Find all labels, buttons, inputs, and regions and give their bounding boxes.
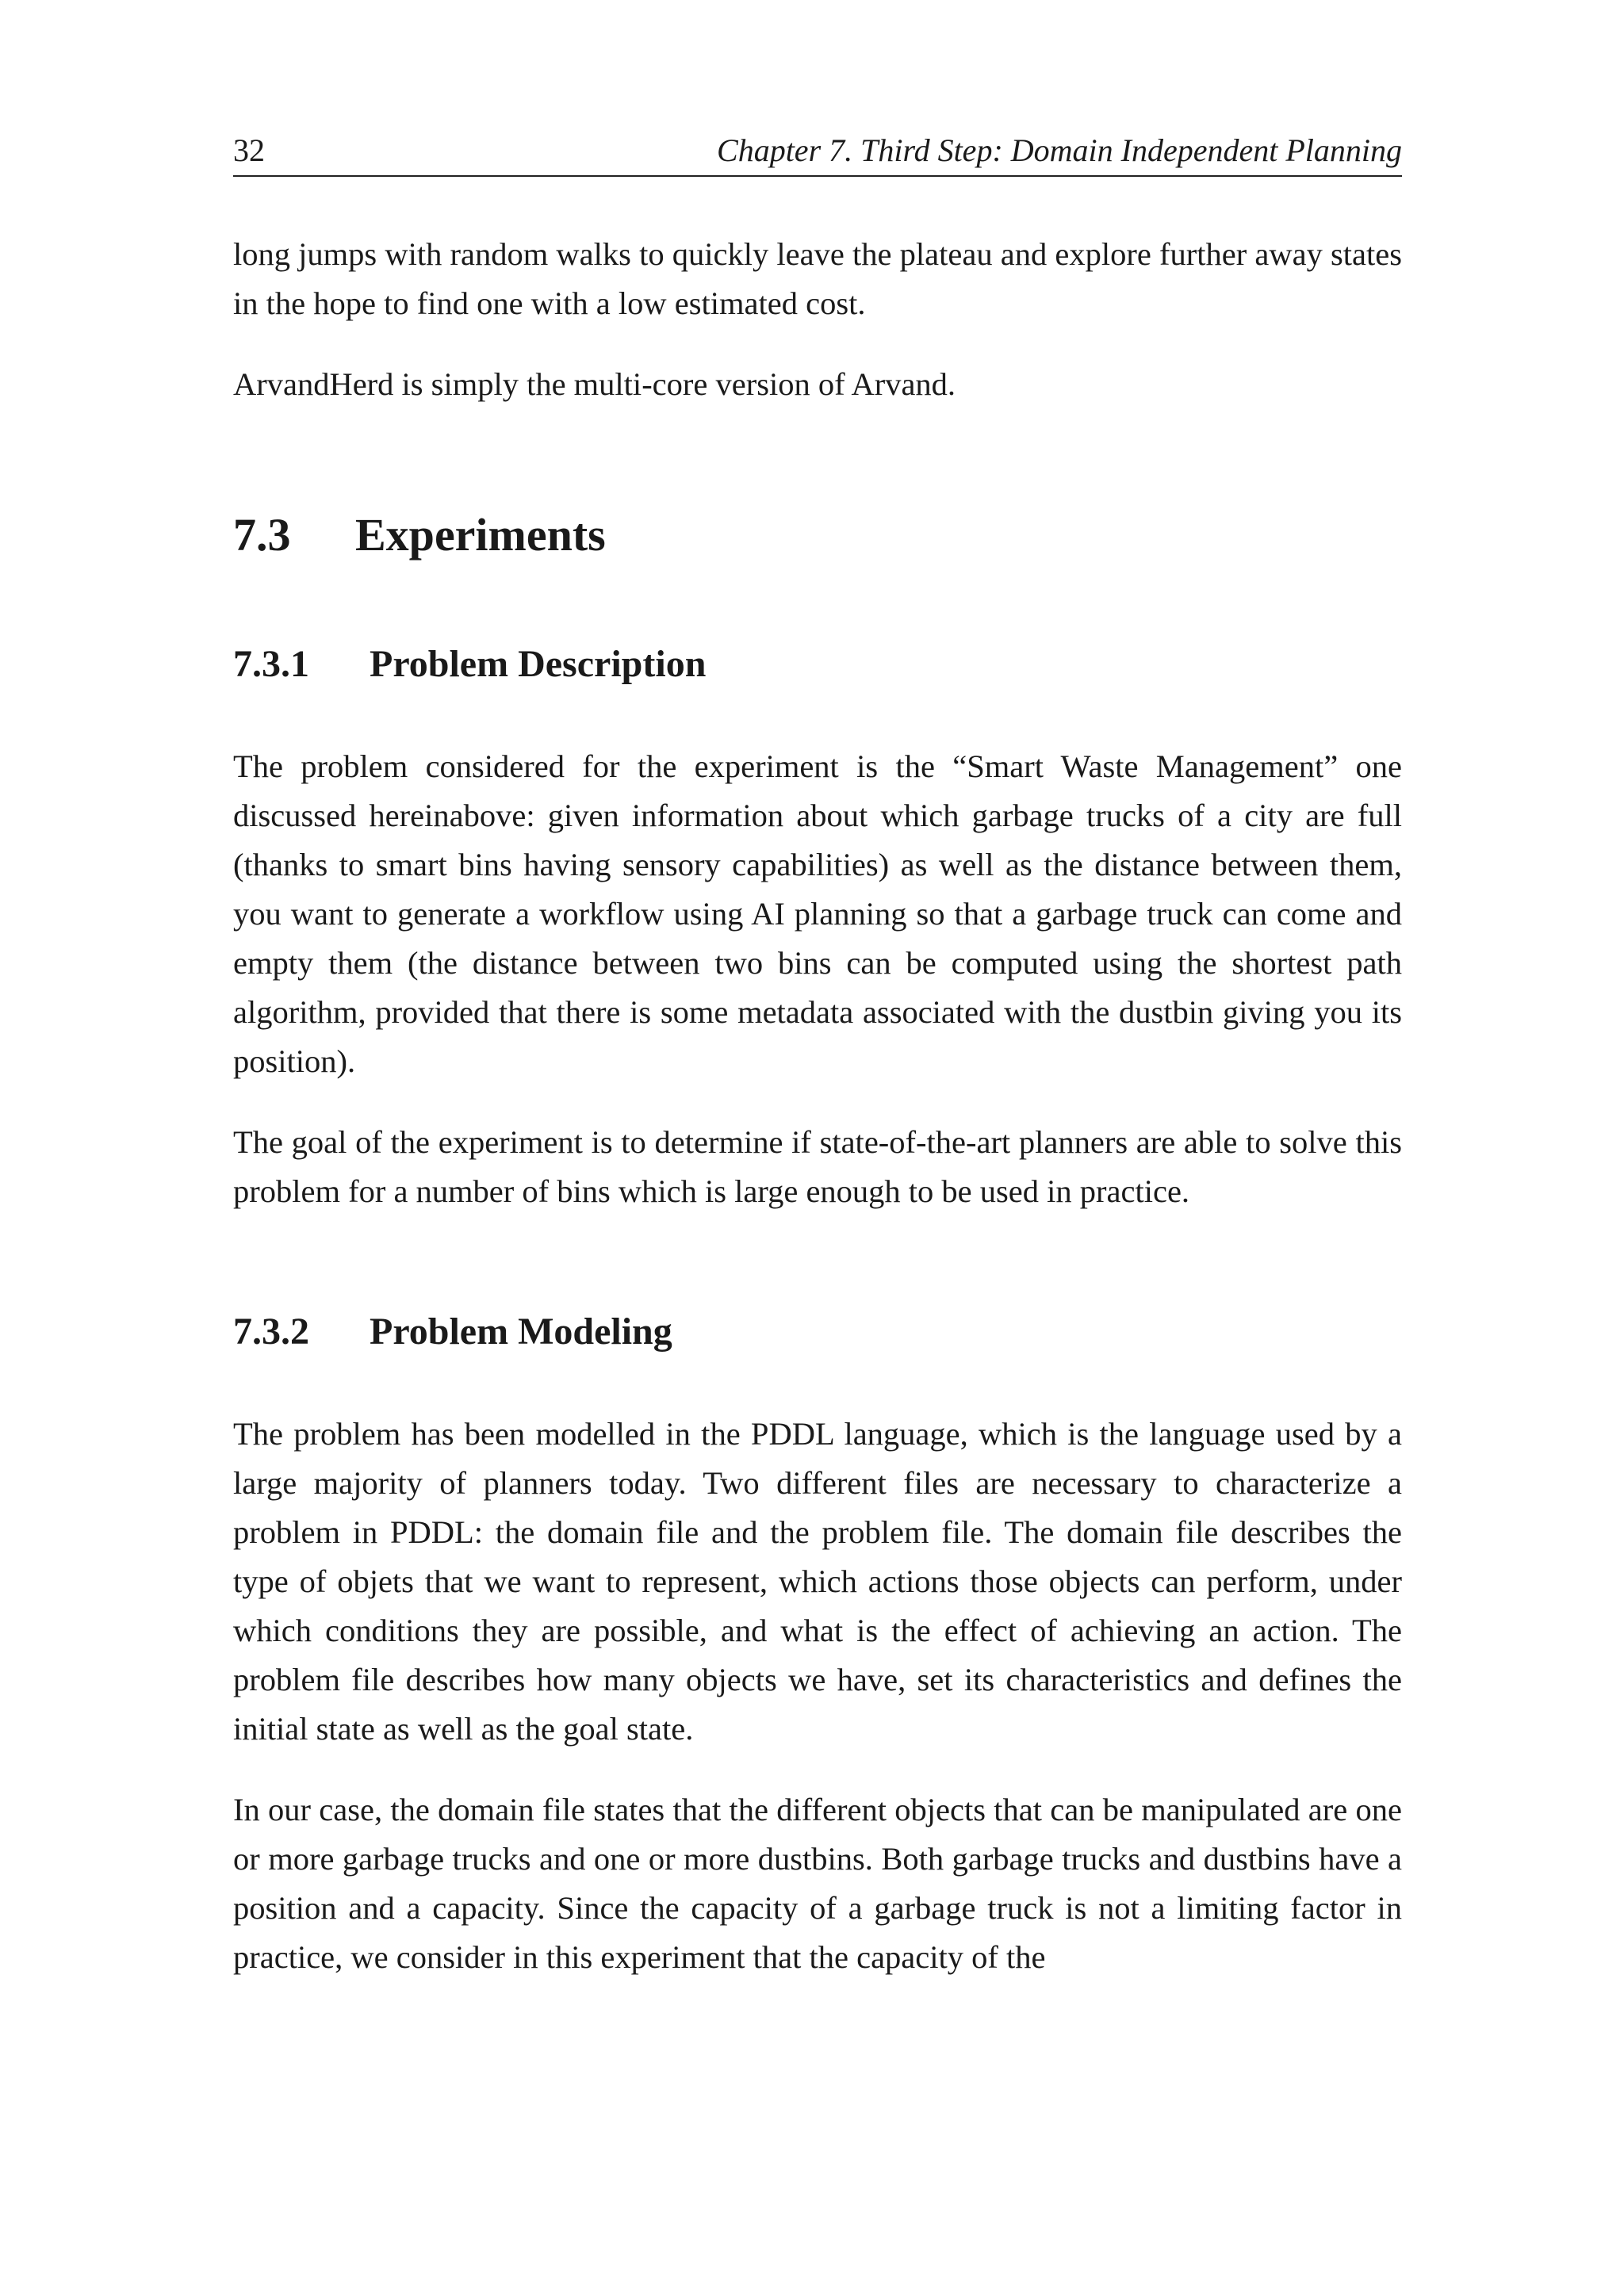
paragraph-problem-modeling-1: The problem has been modelled in the PDDL language, which is the language used by a large majority of planners today. Two different files are necessary to characterize a problem in PDDL: the domain file and the problem file. The domain file describes the type of objets that we want to represent, which actions those objects can perform, under which conditions they are possible, and what is the effect of achieving an action. The problem file describes how many objects we have, set its characteristics and defines the initial state as well as the goal state. bbox=[233, 1416, 1402, 1747]
section-title: Experiments bbox=[355, 509, 606, 561]
page-number: 32 bbox=[233, 132, 265, 168]
chapter-title: Chapter 7. Third Step: Domain Independent Planning bbox=[717, 132, 1402, 168]
section-number: 7.3 bbox=[233, 509, 291, 561]
paragraph-intro-1: long jumps with random walks to quickly leave the plateau and explore further away states in the hope to find one with a low estimated cost. bbox=[233, 236, 1402, 321]
paragraph-problem-description-1: The problem considered for the experiment is the “Smart Waste Management” one discussed hereinabove: given information about which garbage trucks of a city are full (thanks to smart bins having sensory capabilities) as well as the distance between them, you want to generate a workflow using AI planning so that a garbage truck can come and empty them (the distance between two bins can be computed using the shortest path algorithm, provided that there is some metadata associated with the dustbin giving you its position). bbox=[233, 748, 1402, 1079]
subsection-number: 7.3.2 bbox=[233, 1311, 309, 1353]
subsection-title: Problem Description bbox=[370, 643, 707, 685]
paragraph-problem-modeling-2: In our case, the domain file states that the different objects that can be manipulated are one or more garbage trucks and one or more dustbins. Both garbage trucks and dustbins have a position and a capacity. Since the capacity of a garbage truck is not a limiting factor in practice, we consider in this experiment that the capacity of the bbox=[233, 1792, 1402, 1975]
running-header bbox=[233, 131, 1402, 177]
page-body bbox=[233, 230, 1402, 2014]
subsection-heading-problem-description bbox=[233, 642, 1402, 687]
subsection-heading-problem-modeling bbox=[233, 1310, 1402, 1354]
paragraph-problem-description-2: The goal of the experiment is to determine if state-of-the-art planners are able to solve this problem for a number of bins which is large enough to be used in practice. bbox=[233, 1124, 1402, 1209]
subsection-title: Problem Modeling bbox=[370, 1311, 672, 1353]
section-heading-experiments bbox=[233, 509, 1402, 561]
subsection-number: 7.3.1 bbox=[233, 643, 309, 685]
paragraph-intro-2: ArvandHerd is simply the multi-core version of Arvand. bbox=[233, 366, 956, 402]
